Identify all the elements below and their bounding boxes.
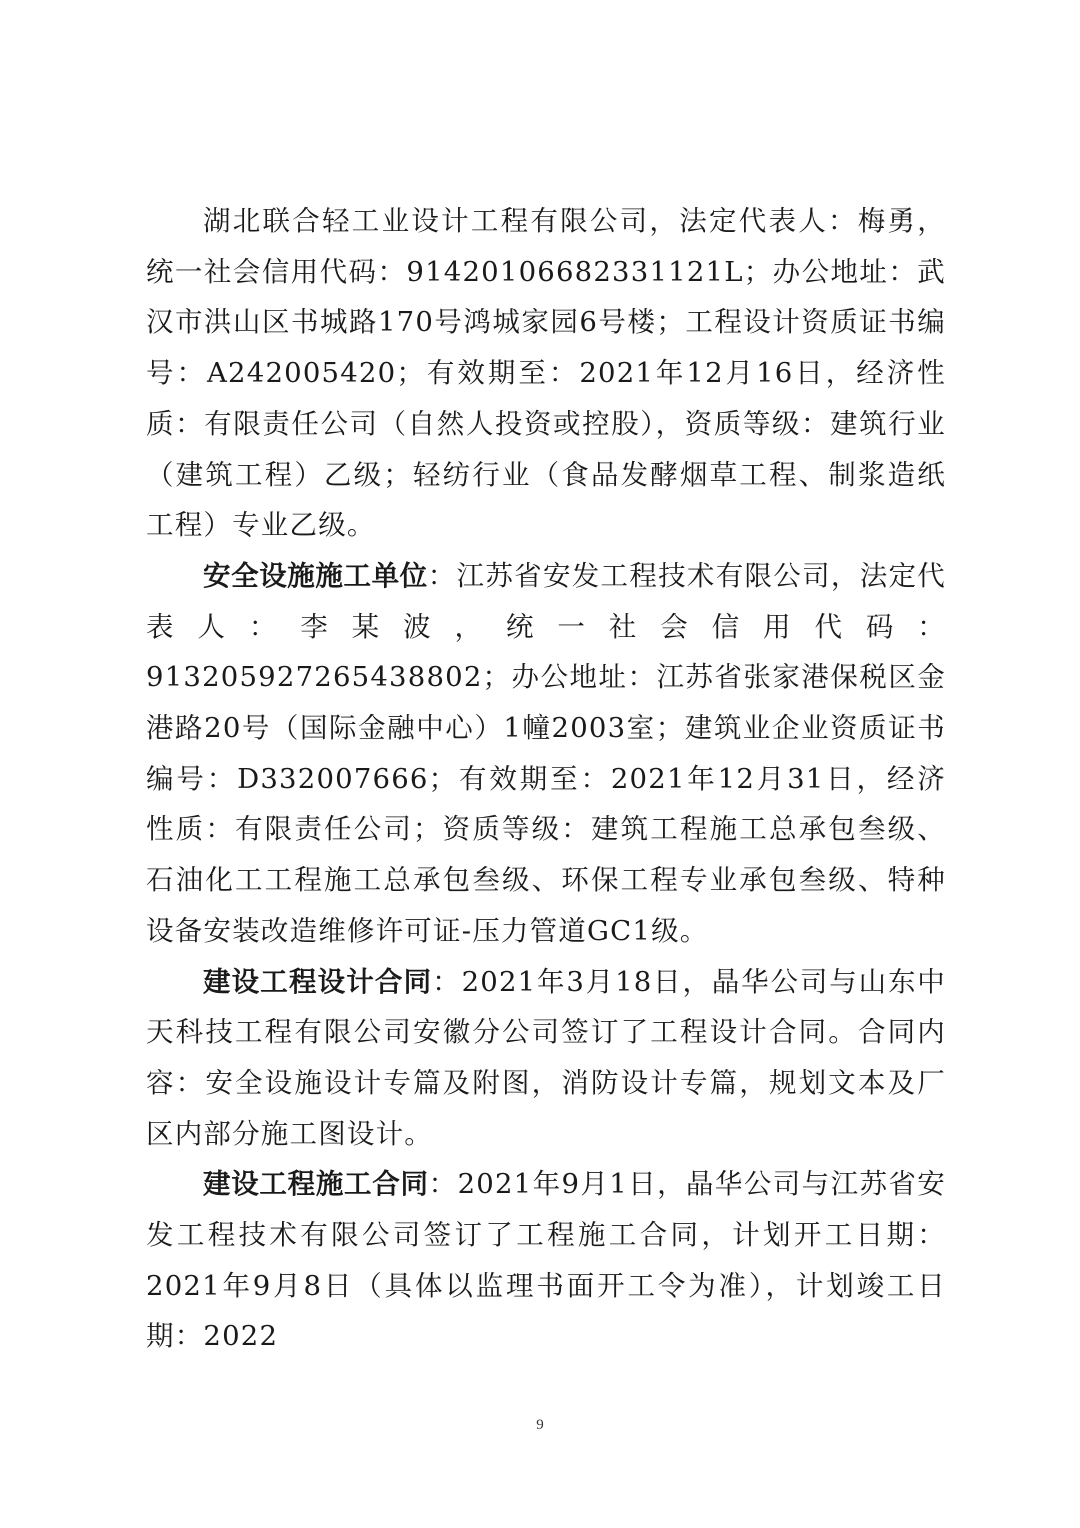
paragraph-design-unit [146, 196, 946, 551]
paragraph-construction-unit [146, 551, 946, 957]
paragraph-text: ：江苏省安发工程技术有限公司，法定代表人：李某波，统一社会信用代码：913205927265438802；办公地址：江苏省张家港保税区金港路20号（国际金融中心）1幢2003室；建筑业企业资质证书编号：D332007666；有效期至：2021年12月31日，经济性质：有限责任公司；资质等级：建筑工程施工总承包叁级、石油化工工程施工总承包叁级、环保工程专业承包叁级、特种设备安装改造维修许可证-压力管道GC1级。 [146, 559, 946, 947]
paragraph-text: ：2021年3月18日，晶华公司与山东中天科技工程有限公司安徽分公司签订了工程设计合同。合同内容：安全设施设计专篇及附图，消防设计专篇，规划文本及厂区内部分施工图设计。 [146, 965, 947, 1150]
paragraph-lead: 建设工程设计合同 [203, 965, 433, 998]
document-body [146, 196, 946, 1362]
paragraph-lead: 安全设施施工单位 [203, 559, 428, 592]
paragraph-text: ：2021年9月1日，晶华公司与江苏省安发工程技术有限公司签订了工程施工合同，计划开工日期：2021年9月8日（具体以监理书面开工令为准），计划竣工日期：2022 [146, 1168, 946, 1353]
paragraph-text: 湖北联合轻工业设计工程有限公司，法定代表人：梅勇，统一社会信用代码：91420106682331121L；办公地址：武汉市洪山区书城路170号鸿城家园6号楼；工程设计资质证书编号：A242005420；有效期至：2021年12月16日，经济性质：有限责任公司（自然人投资或控股），资质等级：建筑行业（建筑工程）乙级；轻纺行业（食品发酵烟草工程、制浆造纸工程）专业乙级。 [146, 205, 946, 542]
paragraph-design-contract [146, 957, 946, 1160]
paragraph-lead: 建设工程施工合同 [203, 1168, 429, 1201]
paragraph-construction-contract [146, 1159, 946, 1362]
page-number: 9 [536, 1417, 544, 1433]
